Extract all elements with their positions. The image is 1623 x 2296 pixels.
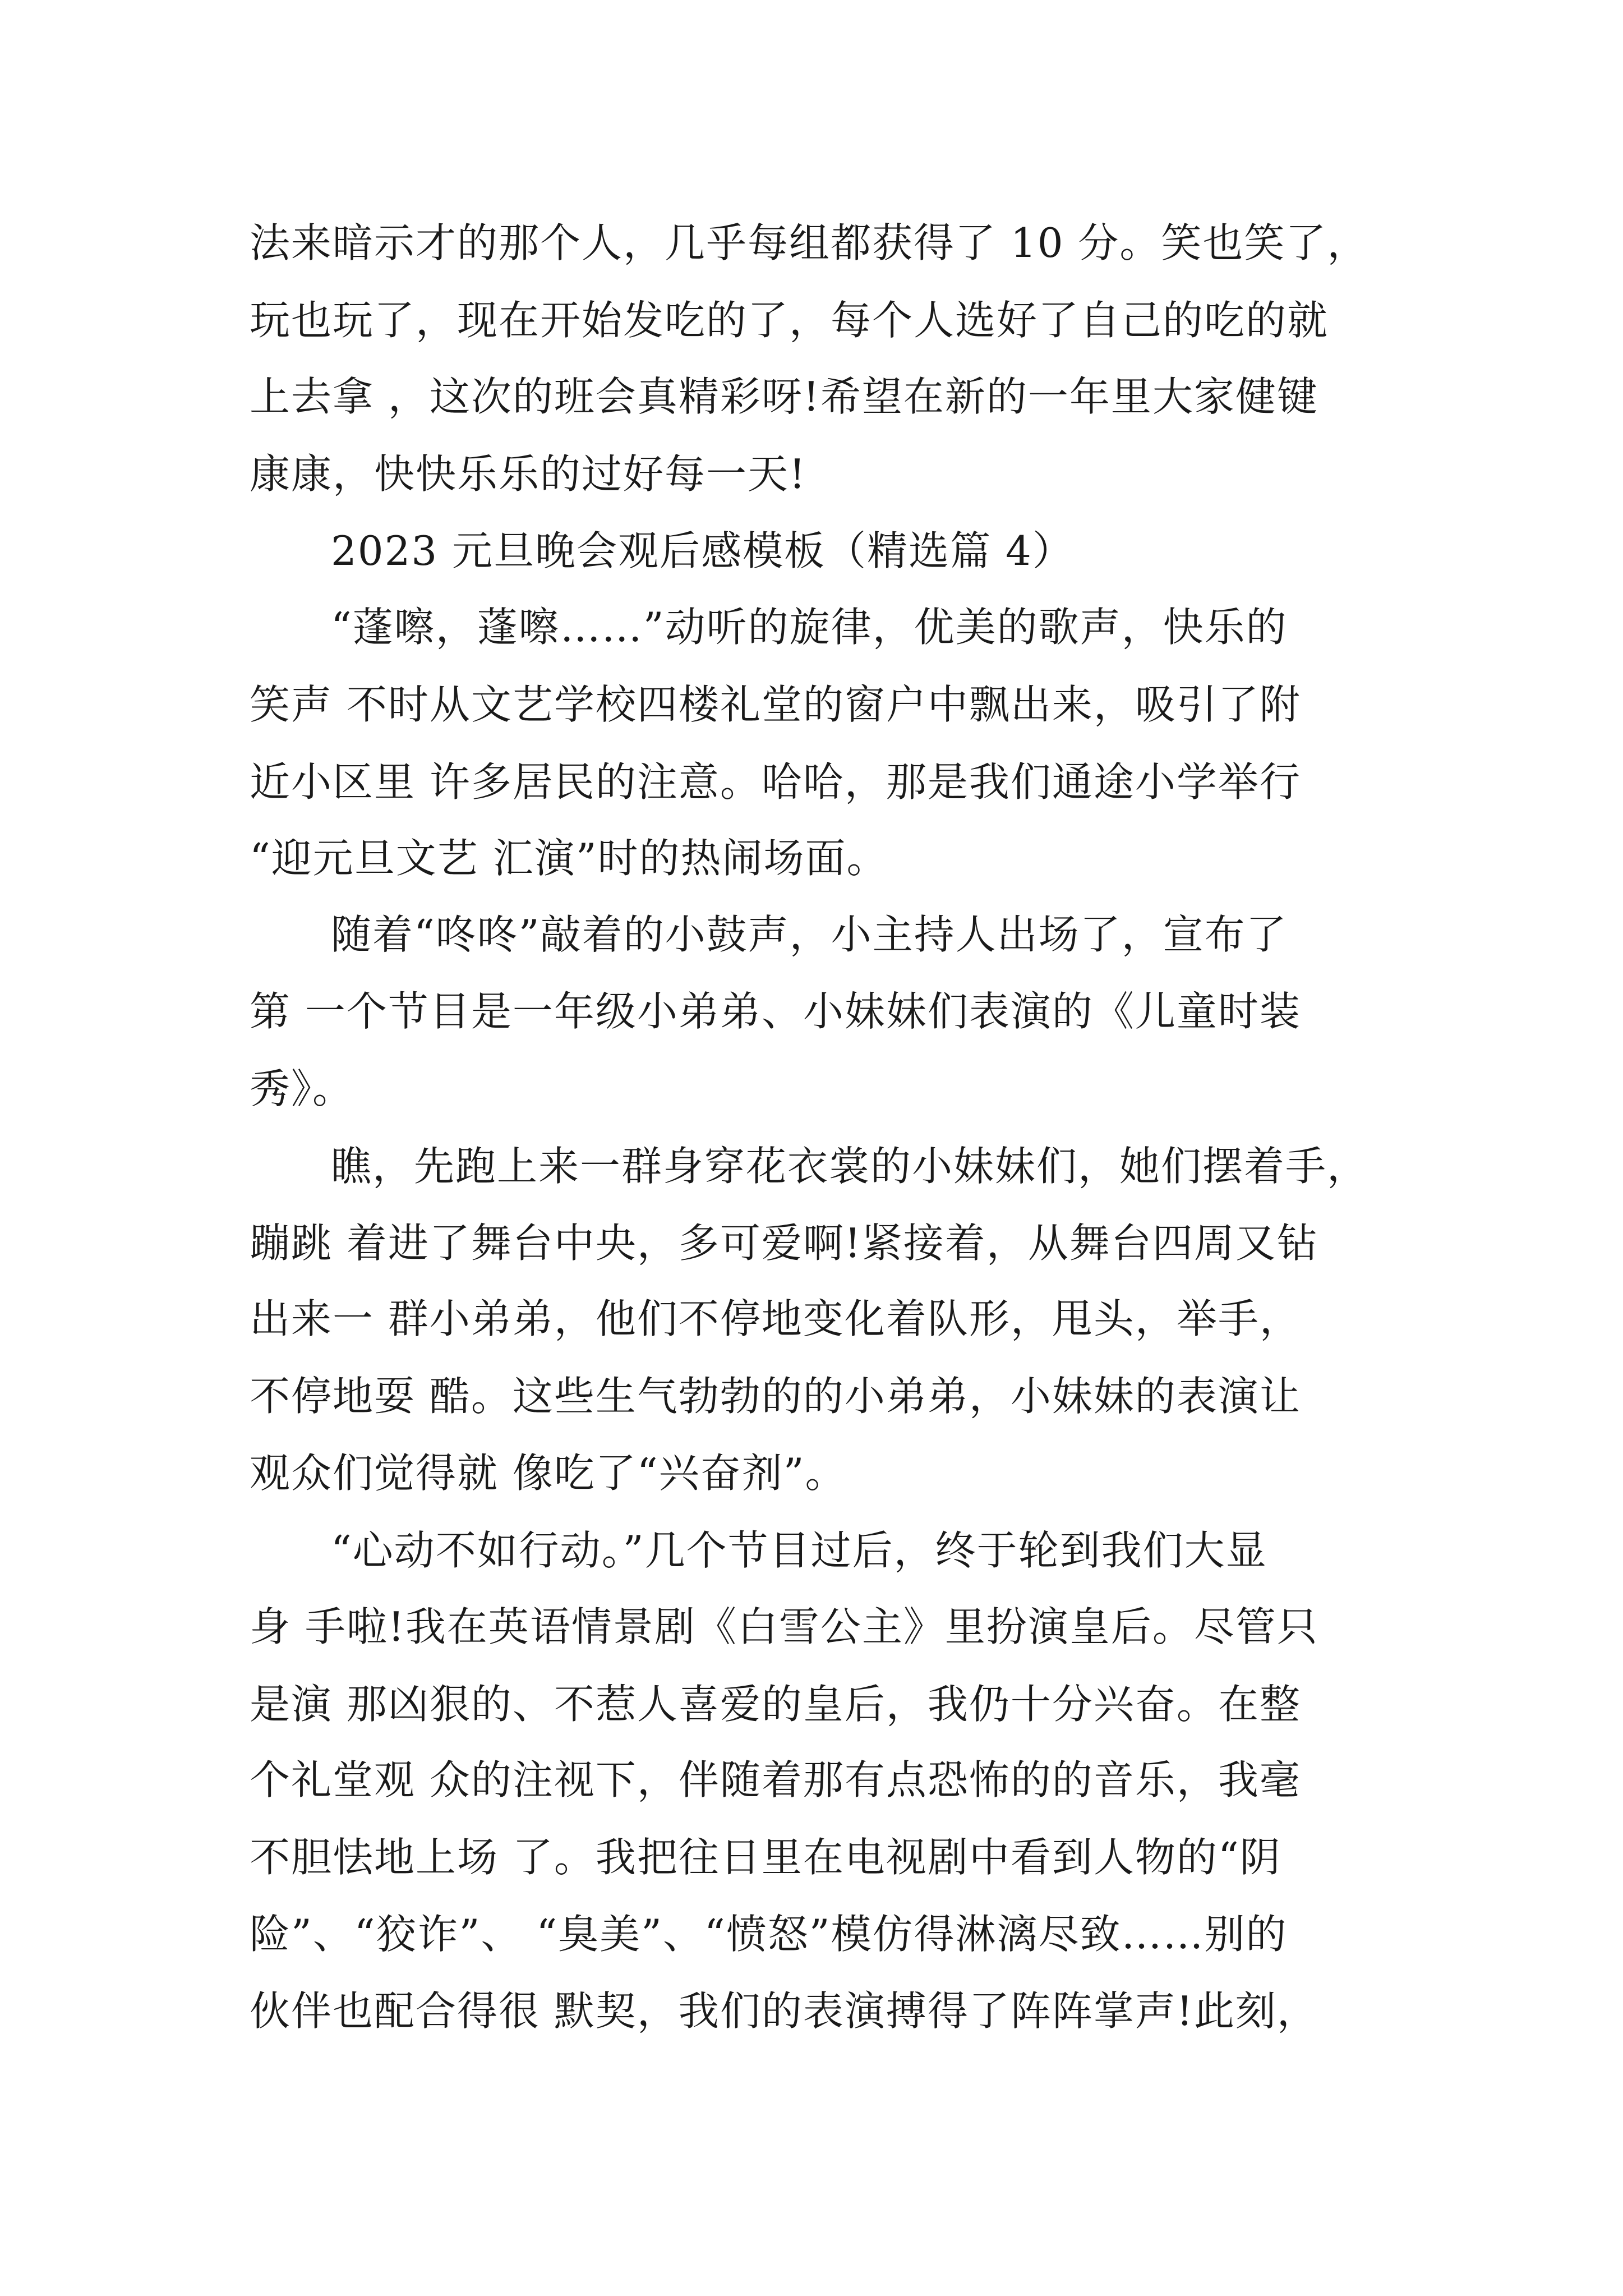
text-line: 康康，快快乐乐的过好每一天! [250,450,806,498]
text-line: 不胆怯地上场 了。我把往日里在电视剧中看到人物的“阴 [250,1834,1281,1881]
text-line: 个礼堂观 众的注视下，伴随着那有点恐怖的的音乐，我毫 [250,1756,1301,1803]
text-line: 随着“咚咚”敲着的小鼓声，小主持人出场了，宣布了 [331,911,1288,958]
text-line: 险”、“狡诈”、 “臭美”、“愤怒”模仿得淋漓尽致……别的 [250,1911,1288,1958]
text-line: 身 手啦!我在英语情景剧《白雪公主》里扮演皇后。尽管只 [250,1603,1318,1650]
text-line: 笑声 不时从文艺学校四楼礼堂的窗户中飘出来，吸引了附 [250,681,1301,728]
text-line: 上去拿 ，这次的班会真精彩呀!希望在新的一年里大家健键 [250,373,1318,420]
text-line: 近小区里 许多居民的注意。哈哈，那是我们通途小学举行 [250,758,1301,806]
text-line: 玩也玩了，现在开始发吃的了，每个人选好了自己的吃的就 [250,297,1329,344]
section-heading: 2023 元旦晚会观后感模板（精选篇 4） [331,527,1074,574]
text-line: 法来暗示才的那个人，几乎每组都获得了 10 分。笑也笑了， [250,219,1369,266]
text-line: “蓬嚓，蓬嚓……”动听的旋律，优美的歌声，快乐的 [331,604,1288,651]
text-line: 出来一 群小弟弟，他们不停地变化着队形，甩头，举手， [250,1295,1301,1342]
text-line: 第 一个节目是一年级小弟弟、小妹妹们表演的《儿童时装 [250,988,1301,1035]
text-line: “迎元旦文艺 汇演”时的热闹场面。 [250,835,888,882]
text-line: 是演 那凶狠的、不惹人喜爱的皇后，我仍十分兴奋。在整 [250,1681,1301,1728]
text-line: 观众们觉得就 像吃了“兴奋剂”。 [250,1450,847,1497]
text-line: 秀》。 [250,1065,354,1112]
text-line: 不停地耍 酷。这些生气勃勃的的小弟弟，小妹妹的表演让 [250,1373,1301,1420]
text-line: 蹦跳 着进了舞台中央，多可爱啊!紧接着，从舞台四周又钻 [250,1220,1318,1267]
text-line: “心动不如行动。”几个节目过后，终于轮到我们大显 [331,1527,1267,1574]
text-line: 伙伴也配合得很 默契，我们的表演搏得了阵阵掌声!此刻， [250,1987,1318,2035]
text-line: 瞧，先跑上来一群身穿花衣裳的小妹妹们，她们摆着手， [331,1143,1369,1190]
